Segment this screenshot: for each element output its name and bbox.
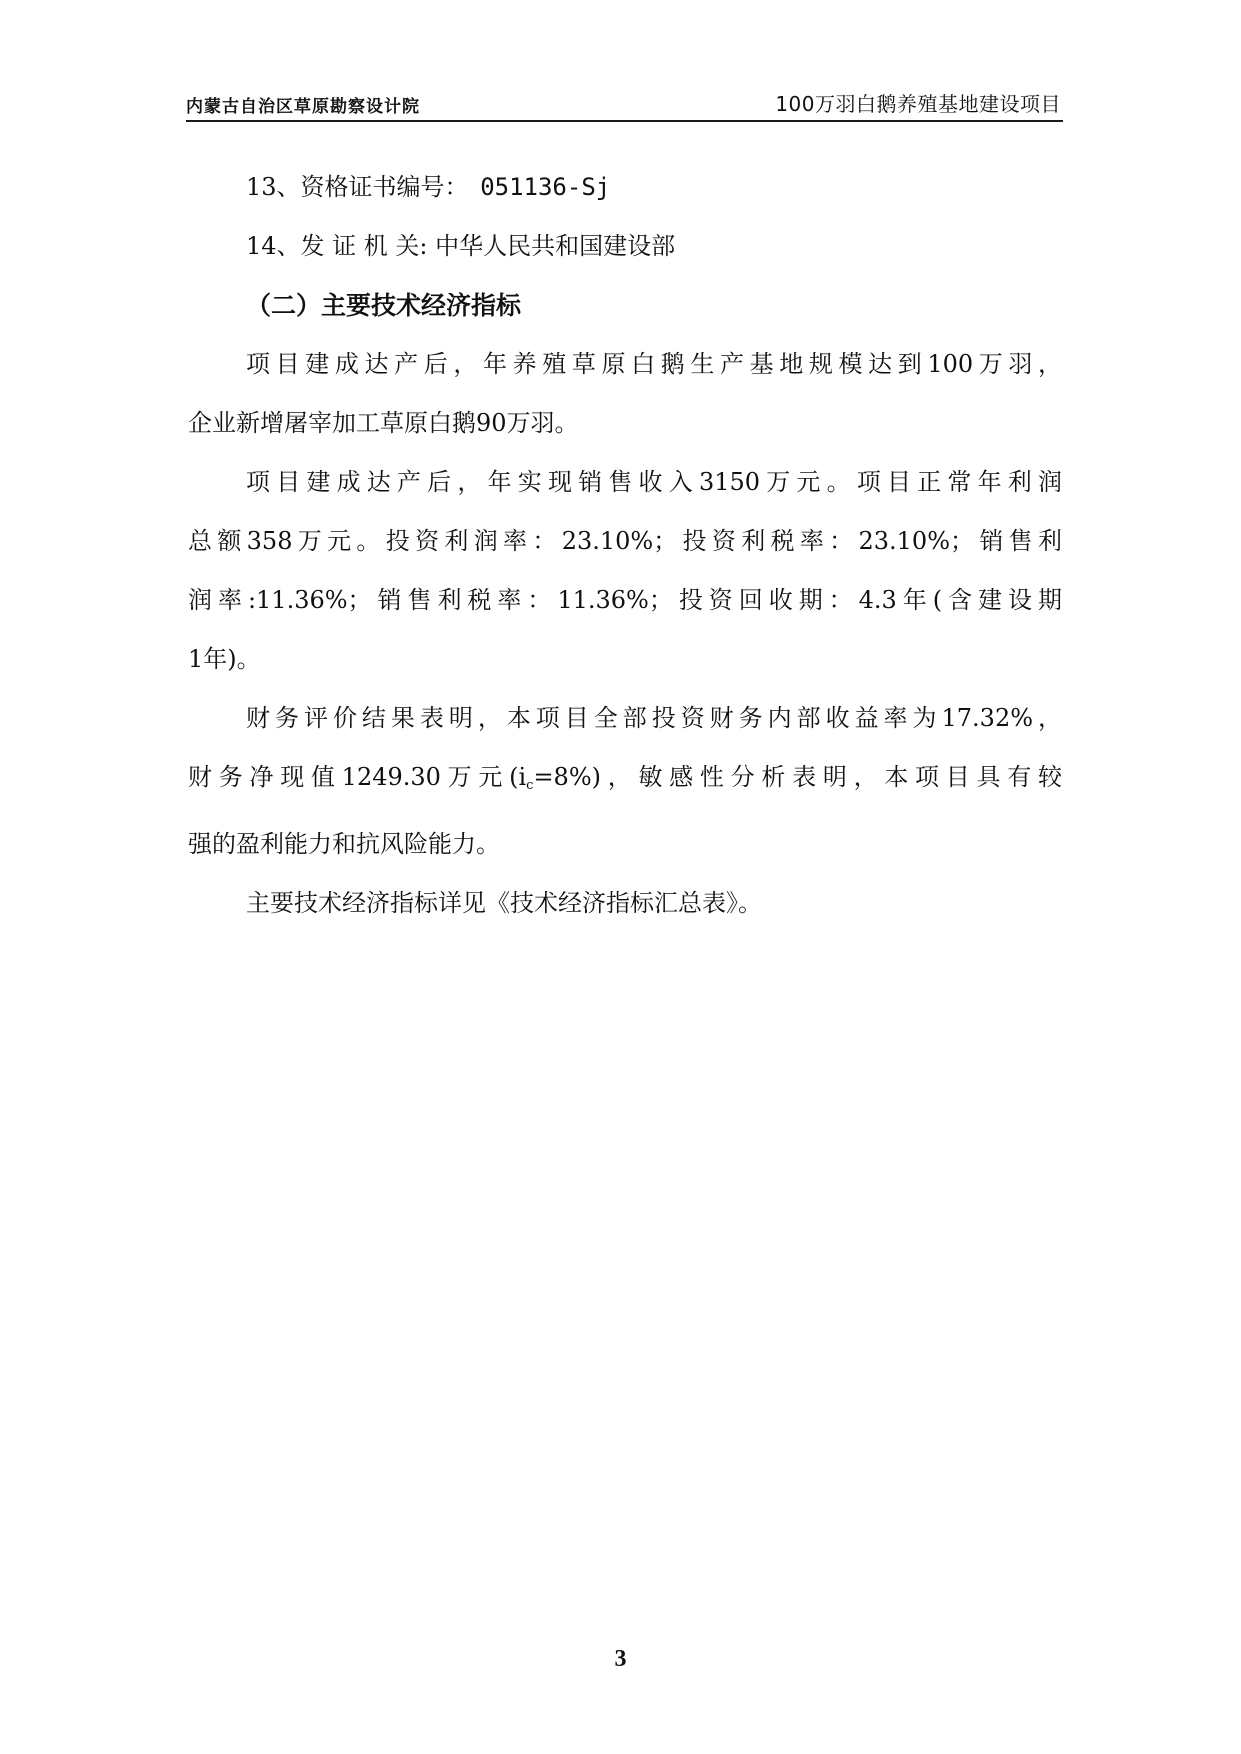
para2-line4: 1年)。 — [188, 645, 261, 673]
item-14-value: 中华人民共和国建设部 — [435, 232, 676, 260]
para1-line1: 项目建成达产后，年养殖草原白鹅生产基地规模达到100万羽， — [246, 350, 1062, 378]
page-header — [186, 86, 1063, 122]
item-13 — [188, 158, 1062, 217]
para2-line3: 润率:11.36%；销售利税率：11.36%；投资回收期：4.3年(含建设期 — [188, 586, 1062, 614]
para3-line2-part-b: =8%)，敏感性分析表明，本项目具有较 — [533, 763, 1062, 791]
para1-line2: 企业新增屠宰加工草原白鹅90万羽。 — [188, 409, 579, 437]
page-number: 3 — [614, 1646, 627, 1672]
item-13-label: 13、资格证书编号： — [246, 173, 469, 201]
document-body — [188, 158, 1062, 933]
para3-line3: 强的盈利能力和抗风险能力。 — [188, 830, 500, 858]
para3-line1: 财务评价结果表明，本项目全部投资财务内部收益率为17.32%， — [246, 704, 1062, 732]
item-13-value: 051136-Sj — [480, 173, 611, 201]
para4: 主要技术经济指标详见《技术经济指标汇总表》。 — [246, 889, 762, 917]
item-14 — [188, 217, 1062, 276]
section-heading: （二）主要技术经济指标 — [246, 291, 522, 320]
header-organization: 内蒙古自治区草原勘察设计院 — [186, 97, 420, 117]
para2-line2: 总额358万元。投资利润率：23.10%；投资利税率：23.10%；销售利 — [188, 527, 1062, 555]
para2-line1: 项目建成达产后，年实现销售收入3150万元。项目正常年利润 — [246, 468, 1062, 496]
para3-line2-subscript: c — [526, 778, 534, 793]
para3-line2-part-a: 财务净现值1249.30万元(i — [188, 763, 527, 791]
item-14-label: 14、发 证 机 关: — [246, 232, 428, 260]
header-project-title: 100万羽白鹅养殖基地建设项目 — [775, 92, 1061, 116]
para3-line2 — [188, 748, 1062, 815]
